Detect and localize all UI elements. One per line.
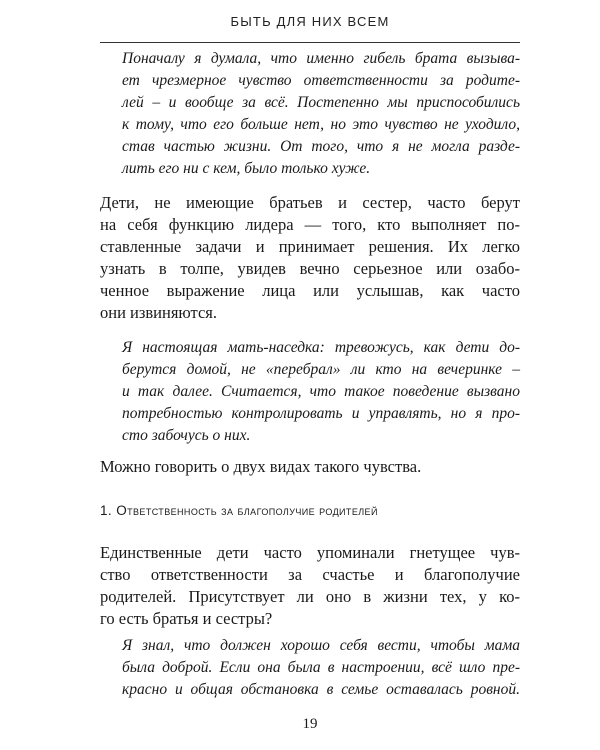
- quote-line: и так далее. Считается, что такое поведение вызвано: [122, 383, 520, 400]
- quote-block-2: [100, 337, 520, 447]
- quote-line: потребностью контролировать и управлять, но я про-: [122, 405, 520, 422]
- paragraph-2: [100, 456, 520, 478]
- page-number: 19: [302, 716, 318, 732]
- running-head: БЫТЬ ДЛЯ НИХ ВСЕМ: [230, 14, 390, 29]
- text-line: родителей. Присутствует ли оно в жизни тех, у ко-: [100, 587, 520, 606]
- paragraph-1: [100, 192, 520, 324]
- quote-block-3: [100, 635, 520, 701]
- text-line: на себя функцию лидера — того, кто выполняет по-: [100, 215, 520, 234]
- text-line: Можно говорить о двух видах такого чувства.: [100, 457, 422, 476]
- quote-line: Я знал, что должен хорошо себя вести, чтобы мама: [122, 637, 520, 654]
- quote-line: красно и общая обстановка в семье оставалась ровной.: [122, 681, 520, 698]
- quote-block-1: [100, 48, 520, 180]
- header-rule: [100, 42, 520, 43]
- text-line: Единственные дети часто упоминали гнетущее чув-: [100, 543, 520, 562]
- quote-line: ет чрезмерное чувство ответственности за родите-: [122, 72, 520, 89]
- quote-line: став частью жизни. От того, что я не могла разде-: [122, 138, 520, 155]
- text-line: ставленные задачи и принимает решения. Их легко: [100, 237, 520, 256]
- text-line: ство ответственности за счастье и благополучие: [100, 565, 520, 584]
- text-line: узнать в толпе, увидев вечно серьезное или озабо-: [100, 259, 520, 278]
- quote-line: Поначалу я думала, что именно гибель брата вызыва-: [122, 50, 520, 67]
- quote-line: лей – и вообще за всё. Постепенно мы приспособились: [122, 94, 520, 111]
- quote-line: сто забочусь о них.: [122, 427, 251, 444]
- quote-line: была доброй. Если она была в настроении, всё шло пре-: [122, 659, 520, 676]
- quote-line: к тому, что его больше нет, но это чувство не уходило,: [122, 116, 520, 133]
- text-line: го есть братья и сестры?: [100, 609, 273, 628]
- section-heading: 1. Ответственность за благополучие родителей: [100, 503, 378, 518]
- quote-line: берутся домой, не «перебрал» ли кто на вечеринке –: [122, 361, 520, 378]
- quote-line: Я настоящая мать-наседка: тревожусь, как дети до-: [122, 339, 520, 356]
- text-line: Дети, не имеющие братьев и сестер, часто берут: [100, 193, 520, 212]
- text-line: ченное выражение лица или услышав, как часто: [100, 281, 520, 300]
- quote-line: лить его ни с кем, было только хуже.: [122, 160, 371, 177]
- text-line: они извиняются.: [100, 303, 217, 322]
- paragraph-3: [100, 542, 520, 630]
